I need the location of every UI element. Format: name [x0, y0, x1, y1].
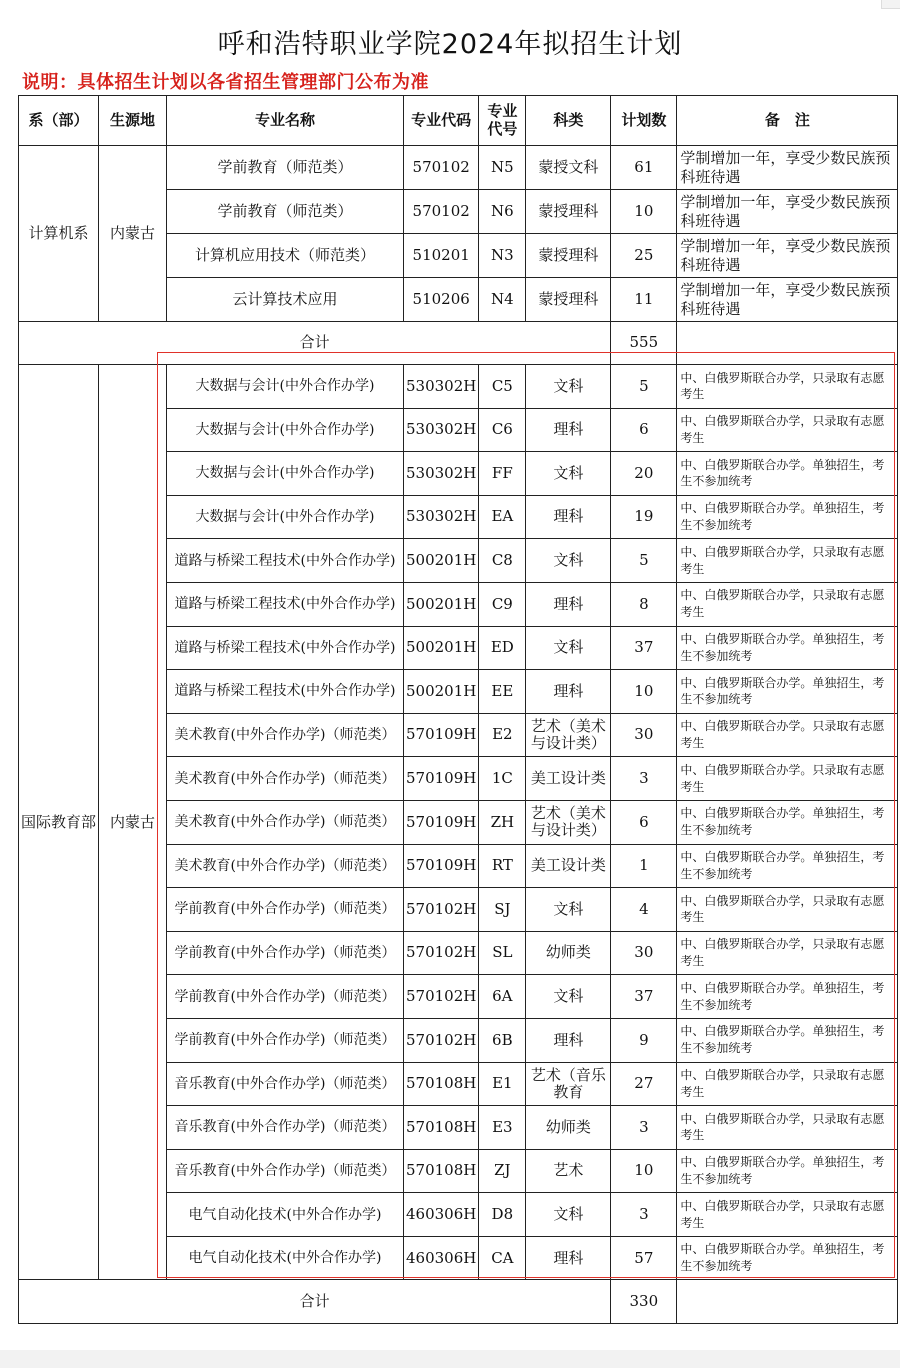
major-name-cell: 音乐教育(中外合作办学)（师范类） — [167, 1106, 404, 1150]
major-name-cell: 美术教育(中外合作办学)（师范类） — [167, 844, 404, 888]
major-name-cell: 音乐教育(中外合作办学)（师范类） — [167, 1062, 404, 1106]
category-cell: 理科 — [526, 670, 611, 714]
category-cell: 文科 — [526, 975, 611, 1019]
plan-count-cell: 27 — [611, 1062, 677, 1106]
remark-cell: 学制增加一年，享受少数民族预科班待遇 — [677, 278, 898, 322]
major-code-cell: 460306H — [404, 1236, 479, 1280]
category-cell: 理科 — [526, 495, 611, 539]
header-major-code: 专业代码 — [404, 96, 479, 146]
document-title: 呼和浩特职业学院2024年拟招生计划 — [217, 29, 683, 60]
remark-cell: 中、白俄罗斯联合办学，只录取有志愿考生 — [677, 365, 898, 409]
major-name-cell: 学前教育(中外合作办学)（师范类） — [167, 931, 404, 975]
remark-cell: 中、白俄罗斯联合办学，只录取有志愿考生 — [677, 931, 898, 975]
major-code-cell: 570109H — [404, 800, 479, 844]
table-header-row — [19, 96, 898, 146]
source-cell: 内蒙古 — [99, 365, 167, 1280]
remark-cell: 学制增加一年，享受少数民族预科班待遇 — [677, 234, 898, 278]
major-code-cell: 530302H — [404, 495, 479, 539]
remark-cell: 中、白俄罗斯联合办学。单独招生，考生不参加统考 — [677, 626, 898, 670]
remark-cell: 中、白俄罗斯联合办学。单独招生，考生不参加统考 — [677, 800, 898, 844]
header-major-tag: 专业代号 — [479, 96, 526, 146]
remark-cell: 中、白俄罗斯联合办学，只录取有志愿考生 — [677, 1062, 898, 1106]
major-name-cell: 大数据与会计(中外合作办学) — [167, 495, 404, 539]
major-code-cell: 500201H — [404, 670, 479, 714]
category-cell: 文科 — [526, 626, 611, 670]
major-tag-cell: SL — [479, 931, 526, 975]
major-tag-cell: D8 — [479, 1193, 526, 1237]
category-cell: 艺术 — [526, 1149, 611, 1193]
major-name-cell: 美术教育(中外合作办学)（师范类） — [167, 713, 404, 757]
category-cell: 文科 — [526, 539, 611, 583]
enrollment-table-container — [18, 95, 898, 1324]
source-cell: 内蒙古 — [99, 146, 167, 322]
category-cell: 蒙授理科 — [526, 234, 611, 278]
major-name-cell: 道路与桥梁工程技术(中外合作办学) — [167, 670, 404, 714]
major-name-cell: 学前教育（师范类） — [167, 146, 404, 190]
table-row — [19, 146, 898, 190]
remark-cell: 学制增加一年，享受少数民族预科班待遇 — [677, 146, 898, 190]
total-row — [19, 1280, 898, 1324]
category-cell: 文科 — [526, 888, 611, 932]
total-label-cell: 合计 — [19, 1280, 611, 1324]
major-code-cell: 570108H — [404, 1062, 479, 1106]
major-name-cell: 大数据与会计(中外合作办学) — [167, 408, 404, 452]
major-tag-cell: C6 — [479, 408, 526, 452]
major-code-cell: 570109H — [404, 713, 479, 757]
major-tag-cell: E3 — [479, 1106, 526, 1150]
plan-count-cell: 37 — [611, 975, 677, 1019]
remark-cell: 中、白俄罗斯联合办学。单独招生，考生不参加统考 — [677, 452, 898, 496]
major-code-cell: 570102H — [404, 888, 479, 932]
header-major: 专业名称 — [167, 96, 404, 146]
remark-cell: 学制增加一年，享受少数民族预科班待遇 — [677, 190, 898, 234]
major-tag-cell: EE — [479, 670, 526, 714]
major-code-cell: 570102H — [404, 1018, 479, 1062]
major-name-cell: 美术教育(中外合作办学)（师范类） — [167, 800, 404, 844]
major-tag-cell: 6A — [479, 975, 526, 1019]
major-code-cell: 500201H — [404, 539, 479, 583]
major-name-cell: 学前教育(中外合作办学)（师范类） — [167, 1018, 404, 1062]
header-category: 科类 — [526, 96, 611, 146]
plan-count-cell: 3 — [611, 1106, 677, 1150]
major-tag-cell: FF — [479, 452, 526, 496]
plan-count-cell: 9 — [611, 1018, 677, 1062]
category-cell: 文科 — [526, 1193, 611, 1237]
major-name-cell: 大数据与会计(中外合作办学) — [167, 452, 404, 496]
major-code-cell: 570102H — [404, 975, 479, 1019]
total-value-cell: 555 — [611, 322, 677, 365]
plan-count-cell: 5 — [611, 365, 677, 409]
plan-count-cell: 4 — [611, 888, 677, 932]
major-name-cell: 电气自动化技术(中外合作办学) — [167, 1193, 404, 1237]
major-name-cell: 音乐教育(中外合作办学)（师范类） — [167, 1149, 404, 1193]
remark-cell: 中、白俄罗斯联合办学，只录取有志愿考生 — [677, 539, 898, 583]
total-row — [19, 322, 898, 365]
major-code-cell: 510201 — [404, 234, 479, 278]
remark-cell: 中、白俄罗斯联合办学，只录取有志愿考生 — [677, 408, 898, 452]
major-name-cell: 电气自动化技术(中外合作办学) — [167, 1236, 404, 1280]
category-cell: 蒙授理科 — [526, 278, 611, 322]
category-cell: 理科 — [526, 408, 611, 452]
category-cell: 文科 — [526, 365, 611, 409]
major-code-cell: 570102 — [404, 146, 479, 190]
total-remark-cell — [677, 322, 898, 365]
page-corner-fold — [881, 0, 900, 9]
document-note: 说明：具体招生计划以各省招生管理部门公布为准 — [22, 72, 429, 93]
category-cell: 幼师类 — [526, 931, 611, 975]
plan-count-cell: 6 — [611, 408, 677, 452]
remark-cell: 中、白俄罗斯联合办学。单独招生，考生不参加统考 — [677, 495, 898, 539]
category-cell: 理科 — [526, 582, 611, 626]
major-tag-cell: SJ — [479, 888, 526, 932]
total-label-cell: 合计 — [19, 322, 611, 365]
major-code-cell: 570108H — [404, 1149, 479, 1193]
plan-count-cell: 20 — [611, 452, 677, 496]
plan-count-cell: 30 — [611, 713, 677, 757]
major-tag-cell: RT — [479, 844, 526, 888]
major-code-cell: 500201H — [404, 626, 479, 670]
enrollment-plan-table — [18, 95, 898, 1324]
plan-count-cell: 11 — [611, 278, 677, 322]
category-cell: 艺术（美术与设计类） — [526, 800, 611, 844]
category-cell: 蒙授文科 — [526, 146, 611, 190]
major-name-cell: 美术教育(中外合作办学)（师范类） — [167, 757, 404, 801]
major-name-cell: 道路与桥梁工程技术(中外合作办学) — [167, 582, 404, 626]
remark-cell: 中、白俄罗斯联合办学。单独招生，考生不参加统考 — [677, 975, 898, 1019]
plan-count-cell: 10 — [611, 190, 677, 234]
bottom-bar — [0, 1350, 900, 1368]
category-cell: 理科 — [526, 1018, 611, 1062]
plan-count-cell: 1 — [611, 844, 677, 888]
major-tag-cell: C5 — [479, 365, 526, 409]
remark-cell: 中、白俄罗斯联合办学。只录取有志愿考生 — [677, 713, 898, 757]
total-remark-cell — [677, 1280, 898, 1324]
dept-cell: 国际教育部 — [19, 365, 99, 1280]
major-tag-cell: N5 — [479, 146, 526, 190]
major-tag-cell: ZJ — [479, 1149, 526, 1193]
category-cell: 美工设计类 — [526, 757, 611, 801]
remark-cell: 中、白俄罗斯联合办学。单独招生，考生不参加统考 — [677, 1018, 898, 1062]
plan-count-cell: 3 — [611, 1193, 677, 1237]
major-tag-cell: C9 — [479, 582, 526, 626]
major-tag-cell: EA — [479, 495, 526, 539]
header-plan-count: 计划数 — [611, 96, 677, 146]
plan-count-cell: 10 — [611, 670, 677, 714]
remark-cell: 中、白俄罗斯联合办学。单独招生，考生不参加统考 — [677, 1149, 898, 1193]
plan-count-cell: 5 — [611, 539, 677, 583]
remark-cell: 中、白俄罗斯联合办学。单独招生，考生不参加统考 — [677, 670, 898, 714]
category-cell: 文科 — [526, 452, 611, 496]
category-cell: 艺术（音乐教育 — [526, 1062, 611, 1106]
major-code-cell: 570108H — [404, 1106, 479, 1150]
major-tag-cell: N3 — [479, 234, 526, 278]
remark-cell: 中、白俄罗斯联合办学，只录取有志愿考生 — [677, 888, 898, 932]
major-code-cell: 570109H — [404, 757, 479, 801]
category-cell: 美工设计类 — [526, 844, 611, 888]
major-code-cell: 460306H — [404, 1193, 479, 1237]
dept-cell: 计算机系 — [19, 146, 99, 322]
major-code-cell: 530302H — [404, 365, 479, 409]
category-cell: 理科 — [526, 1236, 611, 1280]
remark-cell: 中、白俄罗斯联合办学，只录取有志愿考生 — [677, 1106, 898, 1150]
major-name-cell: 云计算技术应用 — [167, 278, 404, 322]
header-dept: 系（部） — [19, 96, 99, 146]
category-cell: 蒙授理科 — [526, 190, 611, 234]
major-name-cell: 道路与桥梁工程技术(中外合作办学) — [167, 539, 404, 583]
plan-count-cell: 19 — [611, 495, 677, 539]
header-source: 生源地 — [99, 96, 167, 146]
major-code-cell: 530302H — [404, 452, 479, 496]
major-name-cell: 计算机应用技术（师范类） — [167, 234, 404, 278]
major-name-cell: 学前教育（师范类） — [167, 190, 404, 234]
remark-cell: 中、白俄罗斯联合办学，只录取有志愿考生 — [677, 1193, 898, 1237]
category-cell: 艺术（美术与设计类） — [526, 713, 611, 757]
major-name-cell: 道路与桥梁工程技术(中外合作办学) — [167, 626, 404, 670]
major-code-cell: 530302H — [404, 408, 479, 452]
major-tag-cell: N4 — [479, 278, 526, 322]
plan-count-cell: 25 — [611, 234, 677, 278]
plan-count-cell: 61 — [611, 146, 677, 190]
major-code-cell: 570109H — [404, 844, 479, 888]
plan-count-cell: 10 — [611, 1149, 677, 1193]
remark-cell: 中、白俄罗斯联合办学。单独招生，考生不参加统考 — [677, 844, 898, 888]
major-tag-cell: E2 — [479, 713, 526, 757]
major-name-cell: 学前教育(中外合作办学)（师范类） — [167, 975, 404, 1019]
major-tag-cell: C8 — [479, 539, 526, 583]
remark-cell: 中、白俄罗斯联合办学。只录取有志愿考生 — [677, 757, 898, 801]
remark-cell: 中、白俄罗斯联合办学，只录取有志愿考生 — [677, 582, 898, 626]
major-code-cell: 570102 — [404, 190, 479, 234]
major-name-cell: 大数据与会计(中外合作办学) — [167, 365, 404, 409]
plan-count-cell: 37 — [611, 626, 677, 670]
major-code-cell: 570102H — [404, 931, 479, 975]
major-code-cell: 510206 — [404, 278, 479, 322]
major-name-cell: 学前教育(中外合作办学)（师范类） — [167, 888, 404, 932]
plan-count-cell: 57 — [611, 1236, 677, 1280]
table-row — [19, 365, 898, 409]
plan-count-cell: 8 — [611, 582, 677, 626]
category-cell: 幼师类 — [526, 1106, 611, 1150]
major-tag-cell: 6B — [479, 1018, 526, 1062]
total-value-cell: 330 — [611, 1280, 677, 1324]
remark-cell: 中、白俄罗斯联合办学。单独招生，考生不参加统考 — [677, 1236, 898, 1280]
major-code-cell: 500201H — [404, 582, 479, 626]
major-tag-cell: 1C — [479, 757, 526, 801]
major-tag-cell: CA — [479, 1236, 526, 1280]
major-tag-cell: ED — [479, 626, 526, 670]
header-remark: 备 注 — [677, 96, 898, 146]
major-tag-cell: E1 — [479, 1062, 526, 1106]
plan-count-cell: 6 — [611, 800, 677, 844]
plan-count-cell: 30 — [611, 931, 677, 975]
major-tag-cell: ZH — [479, 800, 526, 844]
plan-count-cell: 3 — [611, 757, 677, 801]
major-tag-cell: N6 — [479, 190, 526, 234]
